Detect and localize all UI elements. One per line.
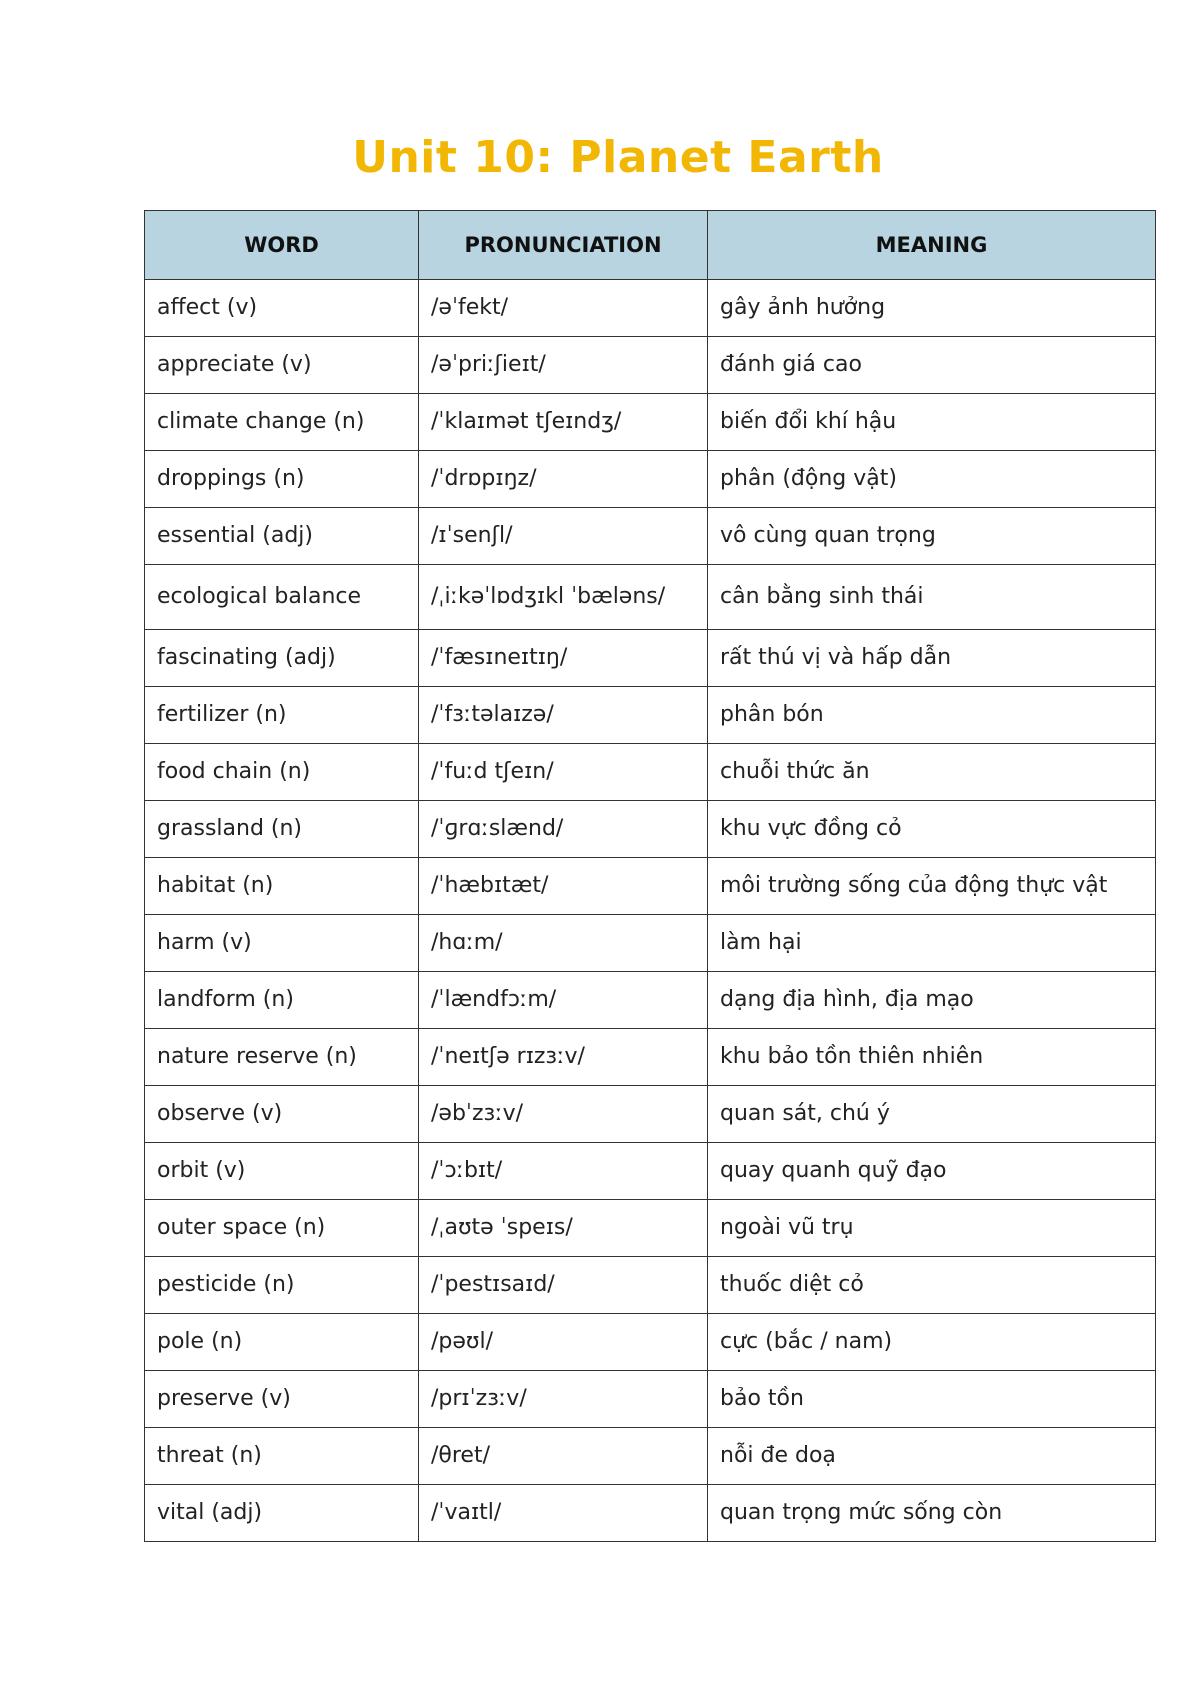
table-row xyxy=(145,1029,1156,1086)
meaning-cell: quan trọng mức sống còn xyxy=(708,1485,1156,1542)
meaning-cell: ngoài vũ trụ xyxy=(708,1200,1156,1257)
table-row xyxy=(145,565,1156,630)
pronunciation-cell: /ˈɔːbɪt/ xyxy=(419,1143,708,1200)
pronunciation-cell: /ˌiːkəˈlɒdʒɪkl ˈbæləns/ xyxy=(419,565,708,630)
word-cell: ecological balance xyxy=(145,565,419,630)
pronunciation-cell: /ɪˈsenʃl/ xyxy=(419,508,708,565)
table-body xyxy=(145,280,1156,1542)
table-row xyxy=(145,1314,1156,1371)
meaning-cell: thuốc diệt cỏ xyxy=(708,1257,1156,1314)
meaning-cell: đánh giá cao xyxy=(708,337,1156,394)
table-row xyxy=(145,1485,1156,1542)
meaning-cell: gây ảnh hưởng xyxy=(708,280,1156,337)
pronunciation-cell: /pəʊl/ xyxy=(419,1314,708,1371)
pronunciation-cell: /əˈfekt/ xyxy=(419,280,708,337)
table-row xyxy=(145,1143,1156,1200)
table-row xyxy=(145,280,1156,337)
pronunciation-cell: /ˌaʊtə ˈspeɪs/ xyxy=(419,1200,708,1257)
header-pronunciation: PRONUNCIATION xyxy=(419,211,708,280)
table-row xyxy=(145,915,1156,972)
pronunciation-cell: /ˈpestɪsaɪd/ xyxy=(419,1257,708,1314)
meaning-cell: phân (động vật) xyxy=(708,451,1156,508)
word-cell: vital (adj) xyxy=(145,1485,419,1542)
word-cell: pole (n) xyxy=(145,1314,419,1371)
word-cell: affect (v) xyxy=(145,280,419,337)
meaning-cell: làm hại xyxy=(708,915,1156,972)
word-cell: essential (adj) xyxy=(145,508,419,565)
word-cell: food chain (n) xyxy=(145,744,419,801)
word-cell: grassland (n) xyxy=(145,801,419,858)
table-row xyxy=(145,1200,1156,1257)
word-cell: habitat (n) xyxy=(145,858,419,915)
pronunciation-cell: /prɪˈzɜːv/ xyxy=(419,1371,708,1428)
pronunciation-cell: /hɑːm/ xyxy=(419,915,708,972)
table-row xyxy=(145,630,1156,687)
meaning-cell: khu bảo tồn thiên nhiên xyxy=(708,1029,1156,1086)
header-row xyxy=(145,211,1156,280)
pronunciation-cell: /ˈfæsɪneɪtɪŋ/ xyxy=(419,630,708,687)
table-row xyxy=(145,801,1156,858)
pronunciation-cell: /ˈneɪtʃə rɪzɜːv/ xyxy=(419,1029,708,1086)
page-title: Unit 10: Planet Earth xyxy=(352,132,884,183)
word-cell: preserve (v) xyxy=(145,1371,419,1428)
word-cell: nature reserve (n) xyxy=(145,1029,419,1086)
pronunciation-cell: /θret/ xyxy=(419,1428,708,1485)
pronunciation-cell: /ˈɡrɑːslænd/ xyxy=(419,801,708,858)
table-row xyxy=(145,1371,1156,1428)
pronunciation-cell: /ˈdrɒpɪŋz/ xyxy=(419,451,708,508)
meaning-cell: chuỗi thức ăn xyxy=(708,744,1156,801)
table-row xyxy=(145,1428,1156,1485)
meaning-cell: bảo tồn xyxy=(708,1371,1156,1428)
meaning-cell: phân bón xyxy=(708,687,1156,744)
pronunciation-cell: /əˈpriːʃieɪt/ xyxy=(419,337,708,394)
meaning-cell: biến đổi khí hậu xyxy=(708,394,1156,451)
pronunciation-cell: /ˈlændfɔːm/ xyxy=(419,972,708,1029)
word-cell: harm (v) xyxy=(145,915,419,972)
meaning-cell: vô cùng quan trọng xyxy=(708,508,1156,565)
table-row xyxy=(145,1086,1156,1143)
table-row xyxy=(145,858,1156,915)
header-meaning: MEANING xyxy=(708,211,1156,280)
meaning-cell: nỗi đe doạ xyxy=(708,1428,1156,1485)
word-cell: pesticide (n) xyxy=(145,1257,419,1314)
meaning-cell: cân bằng sinh thái xyxy=(708,565,1156,630)
meaning-cell: dạng địa hình, địa mạo xyxy=(708,972,1156,1029)
pronunciation-cell: /ˈvaɪtl/ xyxy=(419,1485,708,1542)
pronunciation-cell: /əbˈzɜːv/ xyxy=(419,1086,708,1143)
table-header xyxy=(145,211,1156,280)
meaning-cell: khu vực đồng cỏ xyxy=(708,801,1156,858)
pronunciation-cell: /ˈklaɪmət tʃeɪndʒ/ xyxy=(419,394,708,451)
meaning-cell: quan sát, chú ý xyxy=(708,1086,1156,1143)
word-cell: threat (n) xyxy=(145,1428,419,1485)
word-cell: fertilizer (n) xyxy=(145,687,419,744)
header-word: WORD xyxy=(145,211,419,280)
word-cell: observe (v) xyxy=(145,1086,419,1143)
table-row xyxy=(145,451,1156,508)
word-cell: landform (n) xyxy=(145,972,419,1029)
word-cell: appreciate (v) xyxy=(145,337,419,394)
table-row xyxy=(145,687,1156,744)
pronunciation-cell: /ˈfuːd tʃeɪn/ xyxy=(419,744,708,801)
pronunciation-cell: /ˈhæbɪtæt/ xyxy=(419,858,708,915)
table-row xyxy=(145,744,1156,801)
word-cell: outer space (n) xyxy=(145,1200,419,1257)
word-cell: droppings (n) xyxy=(145,451,419,508)
table-row xyxy=(145,394,1156,451)
table-row xyxy=(145,337,1156,394)
table-row xyxy=(145,1257,1156,1314)
word-cell: fascinating (adj) xyxy=(145,630,419,687)
meaning-cell: quay quanh quỹ đạo xyxy=(708,1143,1156,1200)
word-cell: climate change (n) xyxy=(145,394,419,451)
word-cell: orbit (v) xyxy=(145,1143,419,1200)
meaning-cell: môi trường sống của động thực vật xyxy=(708,858,1156,915)
pronunciation-cell: /ˈfɜːtəlaɪzə/ xyxy=(419,687,708,744)
table-row xyxy=(145,508,1156,565)
meaning-cell: cực (bắc / nam) xyxy=(708,1314,1156,1371)
meaning-cell: rất thú vị và hấp dẫn xyxy=(708,630,1156,687)
vocabulary-table xyxy=(144,210,1156,1542)
table-row xyxy=(145,972,1156,1029)
